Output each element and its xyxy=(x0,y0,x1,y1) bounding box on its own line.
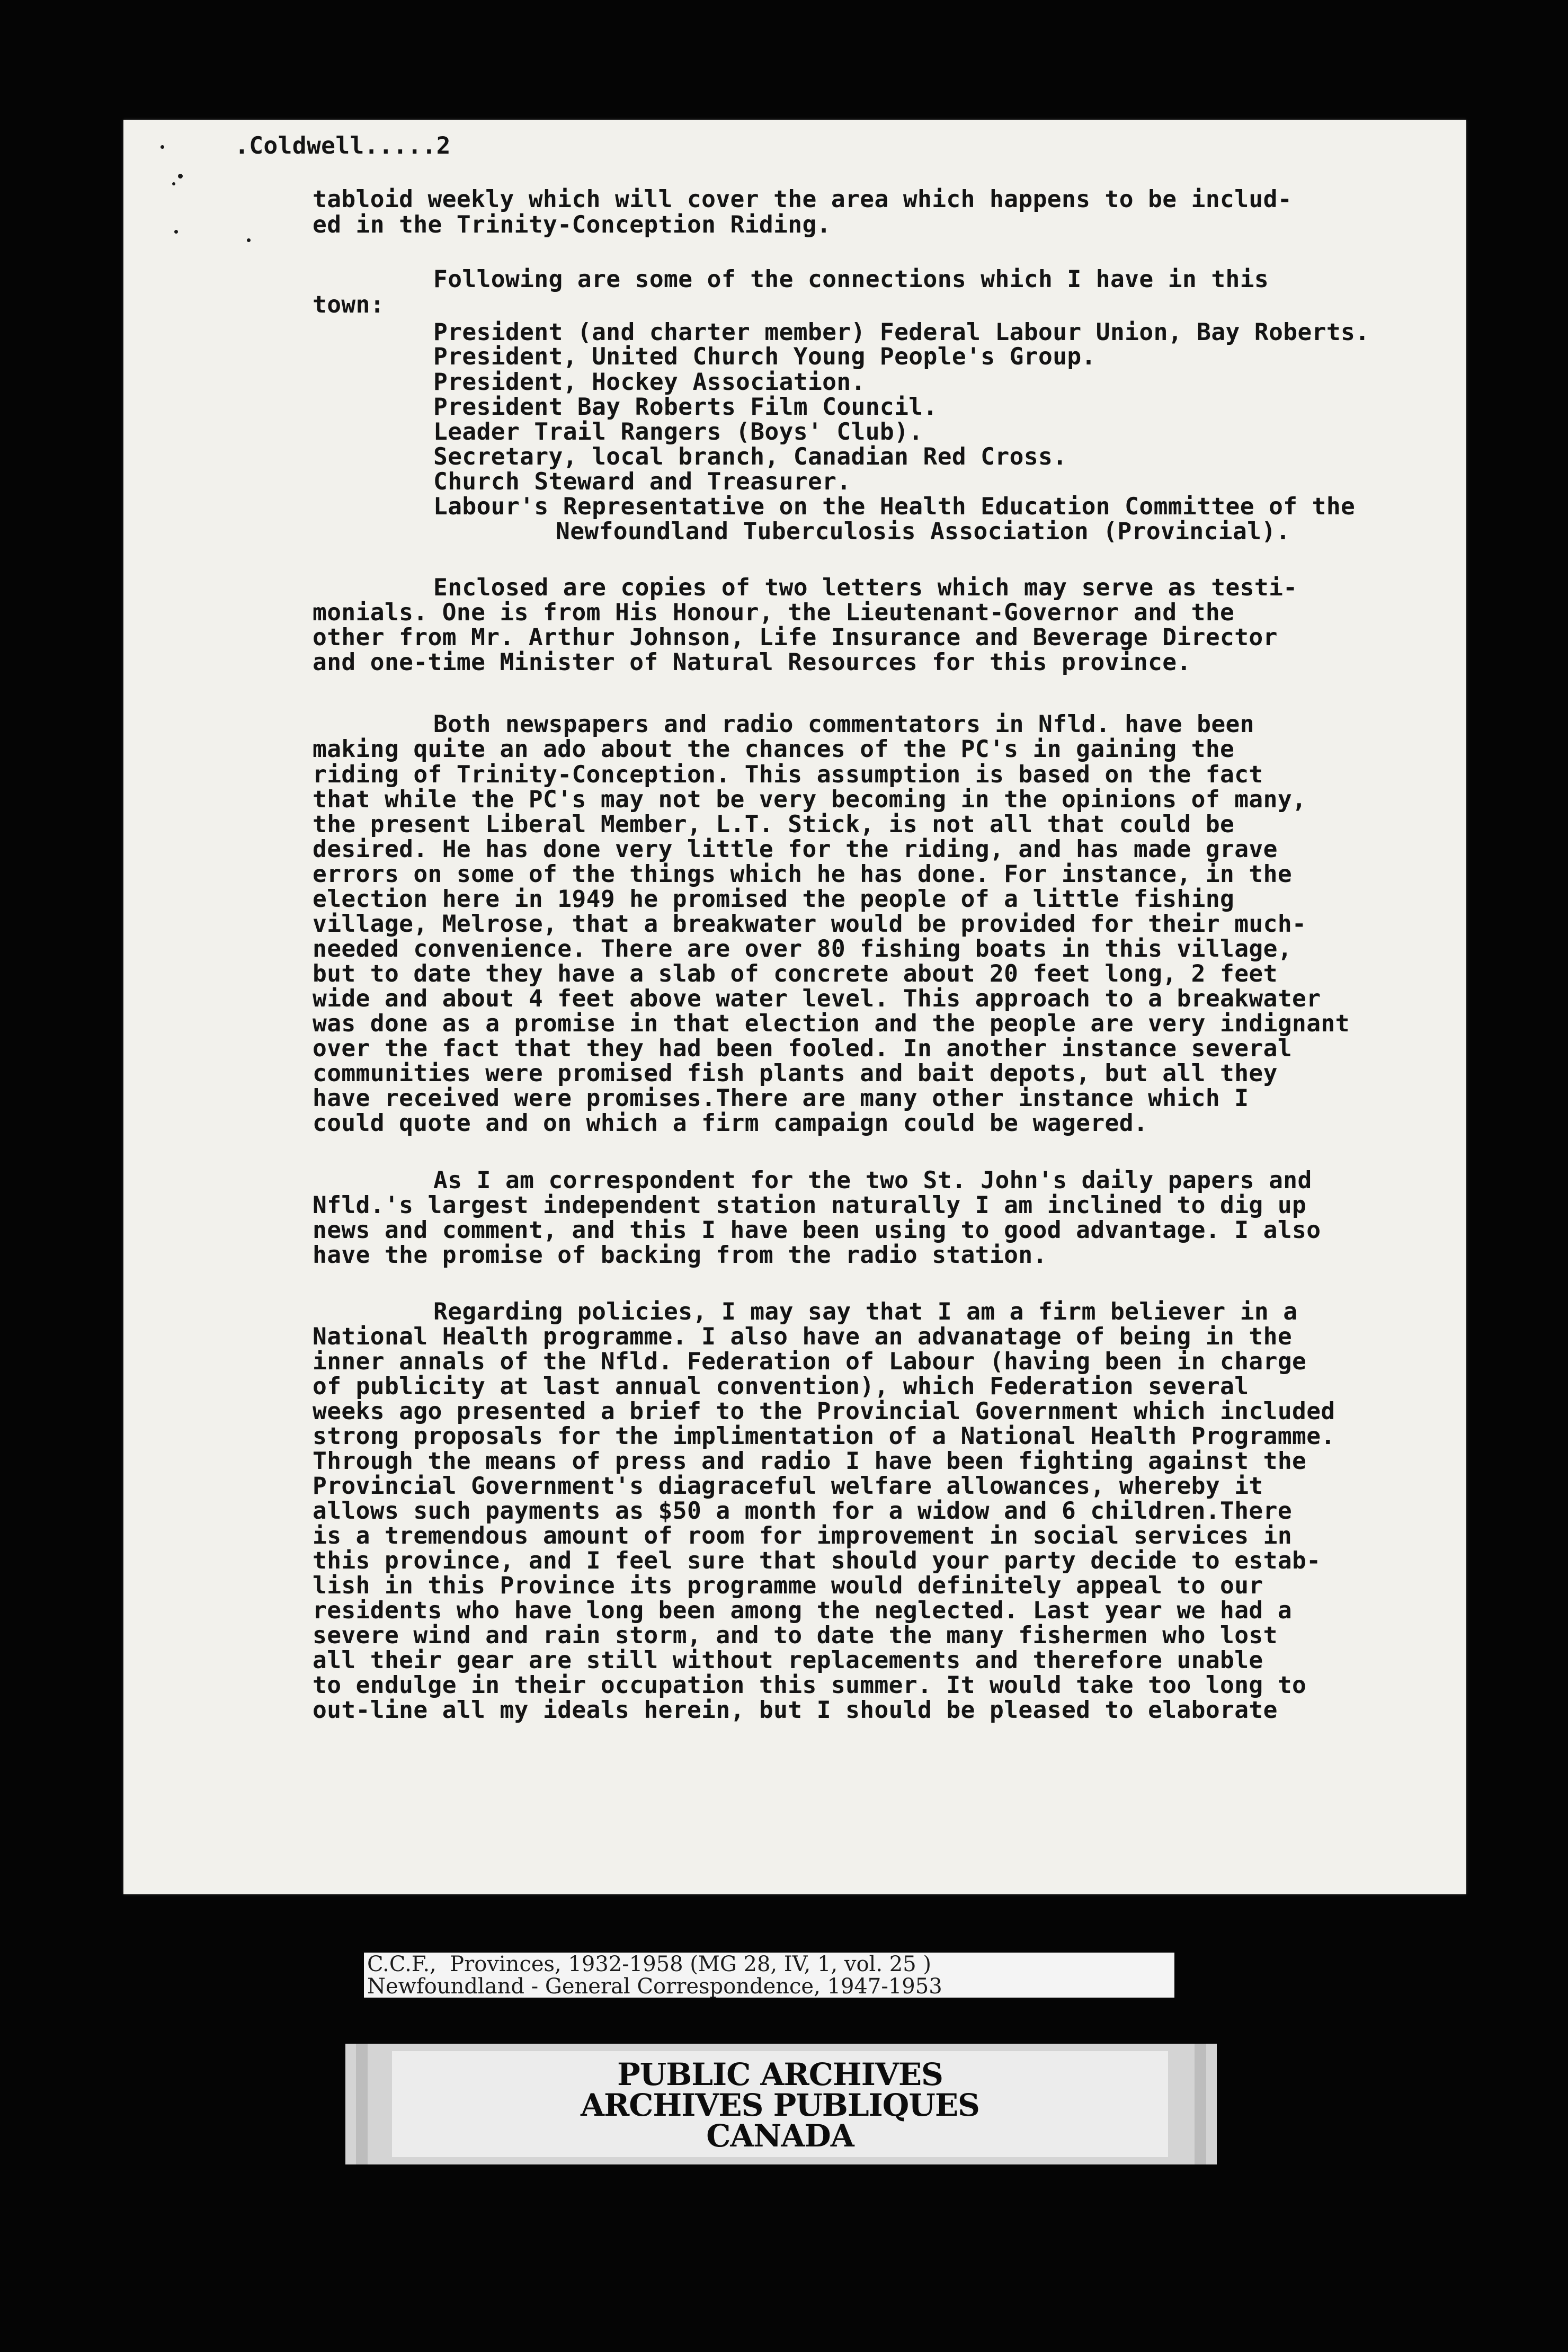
margin-speck xyxy=(247,238,251,242)
text-line: election here in 1949 he promised the people of a little fishing xyxy=(313,886,1235,913)
text-line: have the promise of backing from the radio station. xyxy=(313,1242,1047,1269)
text-line: desired. He has done very little for the riding, and has made grave xyxy=(313,836,1278,863)
connection-item: President, United Church Young People's Group. xyxy=(433,343,1096,370)
text-line: this province, and I feel sure that should your party decide to estab- xyxy=(313,1547,1321,1574)
connection-item: President (and charter member) Federal Labour Union, Bay Roberts. xyxy=(433,319,1370,346)
text-line: communities were promised fish plants and bait depots, but all they xyxy=(313,1060,1278,1087)
connection-item: Leader Trail Rangers (Boys' Club). xyxy=(433,418,923,446)
text-line: Regarding policies, I may say that I am a firm believer in a xyxy=(433,1298,1298,1325)
text-line: and one-time Minister of Natural Resources for this province. xyxy=(313,649,1191,676)
text-line: is a tremendous amount of room for improvement in social services in xyxy=(313,1522,1293,1549)
text-line: wide and about 4 feet above water level. This approach to a breakwater xyxy=(313,985,1321,1012)
text-line: residents who have long been among the neglected. Last year we had a xyxy=(313,1597,1293,1624)
margin-speck xyxy=(172,182,175,185)
connection-item: Newfoundland Tuberculosis Association (Provincial). xyxy=(556,518,1290,545)
text-line: village, Melrose, that a breakwater would be provided for their much- xyxy=(313,911,1307,938)
connection-item: Secretary, local branch, Canadian Red Cross. xyxy=(433,443,1067,470)
archive-stamp-line-2: ARCHIVES PUBLIQUES xyxy=(581,2087,979,2123)
text-line: that while the PC's may not be very becoming in the opinions of many, xyxy=(313,786,1307,813)
text-line: was done as a promise in that election and the people are very indignant xyxy=(313,1010,1350,1037)
archive-reference-line-2: Newfoundland - General Correspondence, 1947-1953 xyxy=(367,1974,942,1999)
text-line: As I am correspondent for the two St. John's daily papers and xyxy=(433,1167,1312,1194)
text-line: making quite an ado about the chances of the PC's in gaining the xyxy=(313,736,1235,763)
text-line: weeks ago presented a brief to the Provincial Government which included xyxy=(313,1398,1335,1425)
text-line: errors on some of the things which he has done. For instance, in the xyxy=(313,861,1293,888)
text-line: Following are some of the connections which I have in this xyxy=(433,266,1269,293)
text-line: tabloid weekly which will cover the area which happens to be includ- xyxy=(313,186,1293,213)
text-line: of publicity at last annual convention), which Federation several xyxy=(313,1373,1249,1400)
margin-speck xyxy=(174,230,178,234)
text-line: severe wind and rain storm, and to date the many fishermen who lost xyxy=(313,1622,1278,1649)
text-line: riding of Trinity-Conception. This assumption is based on the fact xyxy=(313,761,1263,788)
connection-item: Labour's Representative on the Health Education Committee of the xyxy=(433,493,1356,520)
text-line: but to date they have a slab of concrete about 20 feet long, 2 feet xyxy=(313,960,1278,987)
connection-item: Church Steward and Treasurer. xyxy=(433,468,851,495)
text-line: out-line all my ideals herein, but I should be pleased to elaborate xyxy=(313,1697,1278,1724)
text-line: monials. One is from His Honour, the Lieutenant-Governor and the xyxy=(313,599,1235,626)
text-line: could quote and on which a firm campaign could be wagered. xyxy=(313,1110,1148,1137)
text-line: Provincial Government's diagraceful welfare allowances, whereby it xyxy=(313,1473,1263,1500)
archive-stamp-line-3: CANADA xyxy=(706,2118,854,2154)
connection-item: President Bay Roberts Film Council. xyxy=(433,394,938,421)
text-line: to endulge in their occupation this summer. It would take too long to xyxy=(313,1672,1307,1699)
text-line: Through the means of press and radio I have been fighting against the xyxy=(313,1448,1307,1475)
text-line: town: xyxy=(313,291,385,318)
archive-stamp-edge xyxy=(356,2044,368,2164)
text-line: lish in this Province its programme would definitely appeal to our xyxy=(313,1572,1263,1599)
text-line: needed convenience. There are over 80 fishing boats in this village, xyxy=(313,936,1293,963)
page-header: .Coldwell.....2 xyxy=(235,132,451,159)
text-line: over the fact that they had been fooled. In another instance several xyxy=(313,1035,1293,1062)
archive-stamp-edge xyxy=(1195,2044,1206,2164)
text-line: strong proposals for the implimentation of a National Health Programme. xyxy=(313,1423,1335,1450)
archive-reference-label xyxy=(364,1953,1174,1998)
typewritten-page xyxy=(123,120,1466,1894)
margin-speck xyxy=(178,174,183,179)
text-line: all their gear are still without replacements and therefore unable xyxy=(313,1647,1263,1674)
connection-item: President, Hockey Association. xyxy=(433,369,866,396)
text-line: Enclosed are copies of two letters which may serve as testi- xyxy=(433,574,1298,601)
text-line: the present Liberal Member, L.T. Stick, is not all that could be xyxy=(313,811,1235,838)
text-line: news and comment, and this I have been using to good advantage. I also xyxy=(313,1217,1321,1244)
text-line: National Health programme. I also have an advanatage of being in the xyxy=(313,1323,1293,1350)
archive-reference-line-1: C.C.F., Provinces, 1932-1958 (MG 28, IV, 1, vol. 25 ) xyxy=(367,1952,931,1976)
margin-speck xyxy=(161,145,164,149)
archive-stamp-line-1: PUBLIC ARCHIVES xyxy=(617,2056,943,2092)
text-line: ed in the Trinity-Conception Riding. xyxy=(313,211,831,238)
text-line: allows such payments as $50 a month for a widow and 6 children.There xyxy=(313,1498,1293,1525)
text-line: inner annals of the Nfld. Federation of Labour (having been in charge xyxy=(313,1348,1307,1375)
text-line: Both newspapers and radio commentators in Nfld. have been xyxy=(433,711,1254,738)
text-line: other from Mr. Arthur Johnson, Life Insurance and Beverage Director xyxy=(313,624,1278,651)
text-line: have received were promises.There are many other instance which I xyxy=(313,1085,1249,1112)
text-line: Nfld.'s largest independent station naturally I am inclined to dig up xyxy=(313,1192,1307,1219)
